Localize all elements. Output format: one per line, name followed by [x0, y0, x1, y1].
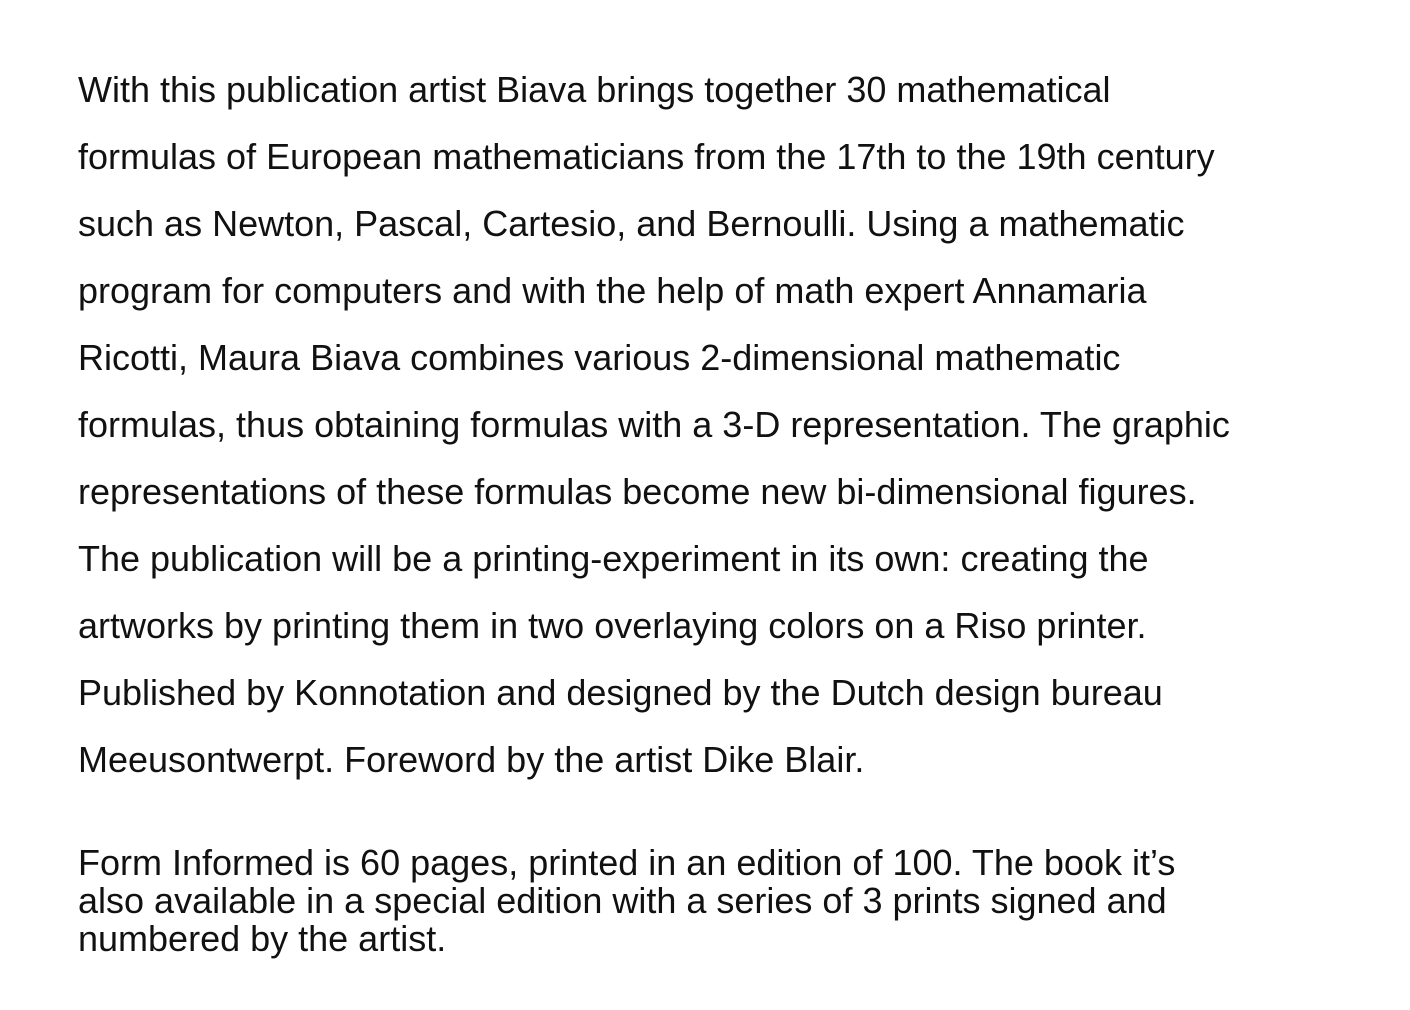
paragraph-line: such as Newton, Pascal, Cartesio, and Bernoulli. Using a mathematic: [78, 203, 1185, 244]
paragraph-line: formulas, thus obtaining formulas with a 3-D representation. The graphic: [78, 404, 1230, 445]
paragraph-line: The publication will be a printing-experiment in its own: creating the: [78, 538, 1149, 579]
paragraph-line: Form Informed is 60 pages, printed in an edition of 100. The book it’s: [78, 842, 1176, 883]
paragraph-line: numbered by the artist.: [78, 918, 447, 959]
paragraph-line: representations of these formulas become new bi-dimensional figures.: [78, 471, 1197, 512]
paragraph-line: formulas of European mathematicians from the 17th to the 19th century: [78, 136, 1215, 177]
paragraph-line: Published by Konnotation and designed by the Dutch design bureau: [78, 672, 1163, 713]
paragraph-line: artworks by printing them in two overlaying colors on a Riso printer.: [78, 605, 1147, 646]
paragraph-line: With this publication artist Biava brings together 30 mathematical: [78, 69, 1111, 110]
paragraph-line: Ricotti, Maura Biava combines various 2-dimensional mathematic: [78, 337, 1121, 378]
paragraph-line: Meeusontwerpt. Foreword by the artist Dike Blair.: [78, 739, 865, 780]
paragraph-line: program for computers and with the help of math expert Annamaria: [78, 270, 1147, 311]
paragraph-line: also available in a special edition with a series of 3 prints signed and: [78, 880, 1167, 921]
